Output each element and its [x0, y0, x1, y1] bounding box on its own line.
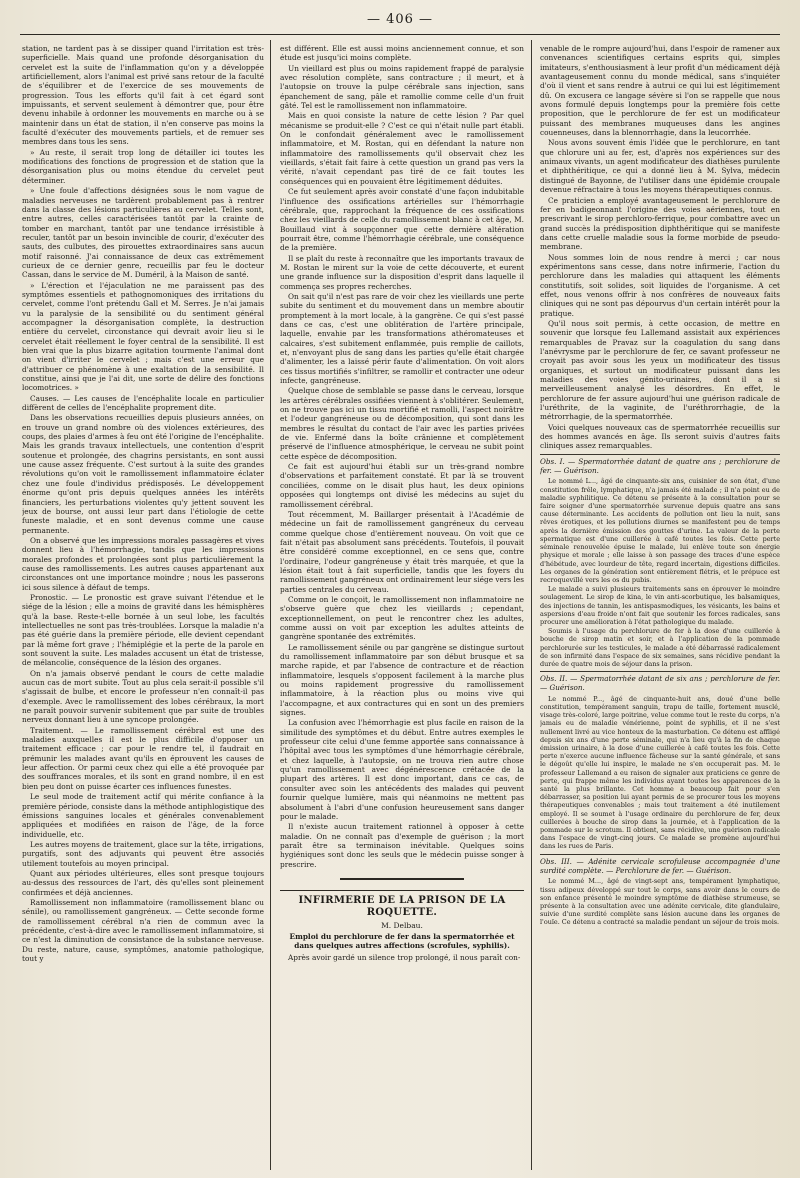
paragraph: On a observé que les impressions morales passagères et vives donnent lieu à l'hémorrhagie, tandis que les impressions morales profondes et prolongées sont plus particulièrement la cause des ramollissements. Les autres causes appartenant aux circonstances ont une importance moindre ; nous les passerons ici sous silence à défaut de temps.	[22, 535, 264, 592]
paragraph: La confusion avec l'hémorrhagie est plus facile en raison de la similitude des symptômes et du début. Entre autres exemples le professeur cite celui d'une femme apportée sans connaissance à l'hôpital avec tous les symptômes d'une hémorrhagie cérébrale, et chez laquelle, à l'autopsie, on ne trouva rien autre chose qu'un ramollissement avec dégénérescence crétacée de la plupart des artères. Il est donc important, dans ce cas, de consulter avec soin les antécédents des malades qui peuvent fournir quelque lumière, mais qui néanmoins ne mettent pas absolument à l'abri d'une confusion heureusement sans danger pour le malade.	[280, 718, 524, 821]
ornament-divider	[280, 874, 524, 884]
paragraph: Le nommé M..., âgé de vingt-sept ans, tempérament lymphatique, tissu adipeux développé sur tout le corps, sans avoir dans le cours de son enfance présenté le moindre symptôme de diathèse strumeuse, se présente à la consultation avec une adénite cervicale, dite glandulaire, suivie d'une surdité complète sans lésion aucune dans les organes de l'ouïe. Ce détenu a contracté sa maladie pendant un séjour de trois mois.	[540, 877, 780, 927]
paragraph: est différent. Elle est aussi moins anciennement connue, et son étude est jusqu'ici moins complète.	[280, 44, 524, 63]
paragraph: » L'érection et l'éjaculation ne me paraissent pas des symptômes essentiels et pathognomoniques des irritations du cervelet, comme l'ont prétendu Gall et M. Serres. Je n'ai jamais vu la paralysie de la sensibilité ou du sentiment général accompagner la désorganisation complète, la destruction entière du cervelet, circonstance qui devrait avoir lieu si le cervelet était réellement le foyer central de la sensibilité. Il est bien vrai que la plus bizarre agitation tourmente l'animal dont on vient d'irriter le cervelet ; mais c'est une erreur que d'attribuer ce phénomène à une exaltation de la sensibilité. Il constitue, ainsi que je l'ai dit, une sorte de délire des fonctions locomotrices. »	[22, 280, 264, 393]
paragraph: station, ne tardent pas à se dissiper quand l'irritation est très-superficielle. Mais quand une profonde désorganisation du cervelet est la suite de l'inflammation qu'on y a développée artificiellement, alors l'animal est privé sans retour de la faculté de s'équilibrer et de l'exercice de ses mouvements de progression. Tous les efforts qu'il fait à cet égard sont impuissants, et servent seulement à démontrer que, pour être devenu inhabile à ordonner les mouvements en marche ou à se maintenir dans un état de station, il n'en conserve pas moins la faculté d'exécuter des mouvements partiels, et de remuer ses membres dans tous les sens.	[22, 44, 264, 147]
paragraph: Après avoir gardé un silence trop prolongé, il nous paraît con-	[288, 953, 521, 963]
column-divider	[531, 40, 532, 1170]
paragraph: Quelque chose de semblable se passe dans le cerveau, lorsque les artères cérébrales ossifiées viennent à s'oblitérer. Seulement, on ne trouve pas ici un tissu mortifié et ramolli, l'aspect noirâtre et l'odeur gangréneuse ou de décomposition, qui sont dans les membres le résultat du contact de l'air avec les parties privées de vie. Enfermé dans la boîte crânienne et complètement préservé de l'influence atmosphérique, le cerveau ne subit point cette espèce de décomposition.	[280, 386, 524, 461]
paragraph: Ce fut seulement après avoir constaté d'une façon indubitable l'influence des ossifications artérielles sur l'hémorrhagie cérébrale, que, rapprochant la fréquence de ces ossifications chez les vieillards de celle du ramollissement blanc à cet âge, M. Bouillaud vint à soupçonner que cette dernière altération pourrait être, comme l'hémorrhagie cérébrale, une conséquence de la première.	[280, 187, 524, 253]
paragraph: Pronostic. — Le pronostic est grave suivant l'étendue et le siége de la lésion ; elle a moins de gravité dans les hémisphères qu'à la base. Reste-t-elle bornée à un seul lobe, les facultés intellectuelles ne sont pas très-troublées. Lorsque la maladie n'a pas été guérie dans la première période, elle devient cependant par là même fort grave ; l'hémiplégie et la perte de la parole en sont souvent la suite. Les malades accusent un état de tristesse, de mélancolie, conséquence de la lésion des organes.	[22, 592, 264, 668]
paragraph: Soumis à l'usage du perchlorure de fer à la dose d'une cuillerée à bouche de sirop matin et soir, et à l'application de la pommade perchlorurée sur les testicules, le malade a été débarrassé radicalement de son infirmité dans l'espace de six semaines, sans récidive pendant la durée de quatre mois de séjour dans la prison.	[540, 627, 780, 668]
observation-heading: Obs. III. — Adénite cervicale scrofuleuse accompagnée d'une surdité complète. — Perchlorure de fer. — Guérison.	[540, 854, 780, 876]
section-author: M. Delbau.	[381, 920, 423, 930]
paragraph: Ramollissement non inflammatoire (ramollissement blanc ou sénile), ou ramollissement gangréneux. — Cette seconde forme de ramollissement cérébral n'a rien de commun avec la précédente, c'est-à-dire avec le ramollissement inflammatoire, si ce n'est la diminution de consistance de la substance nerveuse. Du reste, nature, cause, symptômes, anatomie pathologique, tout y	[22, 897, 264, 963]
paragraph: Voici quelques nouveaux cas de spermatorrhée recueillis sur des hommes avancés en âge. Ils seront suivis d'autres faits cliniques assez remarquables.	[540, 422, 780, 451]
paragraph: Le nommé L..., âgé de cinquante-six ans, cuisinier de son état, d'une constitution frêle, lymphatique, n'a jamais été malade ; il n'a point eu de maladie syphilitique. Ce détenu se présente à la consultation pour se faire soigner d'une spermatorrhée survenue depuis quatre ans sans cause déterminante. Les accidents de pollution ont lieu la nuit, sans rêves érotiques, et les pollutions diurnes se manifestent peu de temps après la dernière émission des gouttes d'urine. La valeur de la perte spermatique est d'une cuillerée à café toutes les fois. Cette perte séminale renouvelée épuise le malade, lui enlève toute son énergie physique et morale ; elle laisse à son passage des traces d'une espèce d'hébétude, avec lourdeur de tête, regard incertain, digestions difficiles. Les organes de la génération sont entièrement flétris, et le prépuce est recroquevillé vers les os du pubis.	[540, 477, 780, 584]
paragraph: Nous avons souvent émis l'idée que le perchlorure, en tant que chlorure uni au fer, est, d'après nos expériences sur des animaux vivants, un agent modificateur des diathèses purulente et diphthéritique, ce qui a donné lieu à M. Sylva, médecin distingué de Bayonne, de l'utiliser dans une épidémie croupale devenue réfractaire à tous les moyens thérapeutiques connus.	[540, 138, 780, 195]
paragraph: venable de le rompre aujourd'hui, dans l'espoir de ramener aux convenances scientifiques certains esprits qui, simples imitateurs, s'enthousiasment à leur profit d'un médicament déjà avantageusement connu du monde médical, sans s'inquiéter d'où il vient et sans rendre à autrui ce qui lui est légitimement dû. On excusera ce langage sévère si l'on se rappelle que nous avons formulé depuis longtemps pour la première fois cette proposition, que le perchlorure de fer est un modificateur puissant des membranes muqueuses dans les angines couenneuses, dans la blennorrhagie, dans la leucorrhée.	[540, 44, 780, 138]
paragraph: On n'a jamais observé pendant le cours de cette maladie aucun cas de mort subite. Tout au plus cela serait-il possible s'il s'agissait de bulbe, et encore le professeur n'en connaît-il pas d'exemple. Avec le ramollissement des lobes cérébraux, la mort ne paraît pouvoir survenir subitement que par suite de troubles nerveux donnant lieu à une syncope prolongée.	[22, 668, 264, 725]
paragraph: Nous sommes loin de nous rendre à merci ; car nous expérimentons sans cesse, dans notre infirmerie, l'action du perchlorure dans les maladies qui attaquent les éléments constitutifs, soit solides, soit liquides de l'organisme. A cet effet, nous venons offrir à nos confrères de nouveaux faits cliniques qui ne sont pas dépourvus d'un certain intérêt pour la pratique.	[540, 252, 780, 318]
paragraph: On sait qu'il n'est pas rare de voir chez les vieillards une perte subite du sentiment et du mouvement dans un membre aboutir promptement à la mort locale, à la gangrène. Ce qui s'est passé dans ce cas, c'est une oblitération de l'artère principale, laquelle, envahie par les transformations athéromateuses et calcaires, s'est subitement enflammée, puis remplie de caillots, et, n'envoyant plus de sang dans les parties qu'elle était chargée d'alimenter, les a laissé périr faute d'alimentation. On voit alors ces tissus mortifiés s'infiltrer, se ramollir et contracter une odeur infecte, gangréneuse.	[280, 291, 524, 386]
paragraph: Ce fait est aujourd'hui établi sur un très-grand nombre d'observations et parfaitement constaté. Et par là se trouvent conciliées, comme on le disait plus haut, les deux opinions opposées qui longtemps ont divisé les médecins au sujet du ramollissement cérébral.	[280, 462, 524, 509]
paragraph: Causes. — Les causes de l'encéphalite locale en particulier diffèrent de celles de l'encéphalite proprement dite.	[22, 393, 264, 413]
observation-heading: Obs. II. — Spermatorrhée datant de six ans ; perchlorure de fer. — Guérison.	[540, 671, 780, 693]
paragraph: Le malade a suivi plusieurs traitements sans en éprouver le moindre soulagement. Le sirop de kina, le vin anti-scorbutique, les balsamiques, des injections de tannin, les antispasmodiques, les vésicants, les bains et aspersions d'eau froide n'ont fait que soutenir les forces radicales, sans procurer une amélioration à l'état pathologique du malade.	[540, 585, 780, 626]
paragraph: Dans les observations recueillies depuis plusieurs années, on en trouve un grand nombre où des violences extérieures, des coups, des plaies d'armes à feu ont été l'origine de l'encéphalite. Mais les grands travaux intellectuels, une contention d'esprit soutenue et prolongée, des chagrins persistants, en sont aussi une cause assez fréquente. C'est surtout à la suite des grandes révolutions qu'on voit le ramollissement inflammatoire éclater chez une foule d'individus prédisposés. Le développement énorme qu'ont pris depuis quelques années les intérêts financiers, les perturbations violentes qu'y jettent souvent les jeux de bourse, ont aussi leur part dans l'étiologie de cette funeste maladie, et en sont devenus comme une cause permanente.	[22, 413, 264, 535]
paragraph: Un vieillard est plus ou moins rapidement frappé de paralysie avec résolution complète, sans contracture ; il meurt, et à l'autopsie on trouve la pulpe cérébrale sans injection, sans épanchement de sang, pâle et ramollie comme celle d'un fruit gâté. Tel est le ramollissement non inflammatoire.	[280, 63, 524, 111]
text-column-middle	[280, 44, 524, 1170]
page-header	[20, 8, 780, 35]
paragraph: Le nommé P..., âgé de cinquante-huit ans, doué d'une belle constitution, tempérament sanguin, trapu de taille, fortement musclé, visage très-coloré, large poitrine, velue comme tout le reste du corps, n'a jamais eu de maladie vénérienne, point de syphilis, et il ne s'est nullement livré au vice honteux de la masturbation. Ce détenu est affligé depuis six ans d'une perte séminale, qui n'a lieu qu'à la fin de chaque émission urinaire, à la dose d'une cuillerée à café toutes les fois. Cette perte n'exerce aucune influence fâcheuse sur la santé générale, et sans le dégoût qu'elle lui inspire, le malade ne s'en occuperait pas. M. le professeur Lallemand a eu raison de signaler aux praticiens ce genre de perte, qui frappe même les individus ayant toutes les apparences de la santé la plus brillante. Cet homme a beaucoup fait pour s'en débarrasser, sa position lui ayant permis de se procurer tous les moyens thérapeutiques convenables ; mais tout traitement a été inutilement employé. Il se soumet à l'usage ordinaire du perchlorure de fer, deux cuillerées à bouche de sirop dans la journée, et à l'application de la pommade sur le scrotum. Il obtient, sans récidive, une guérison radicale dans l'espace de vingt-cinq jours. Ce malade se promène aujourd'hui dans les rues de Paris.	[540, 694, 780, 851]
section-title: INFIRMERIE DE LA PRISON DE LA ROQUETTE.	[280, 890, 524, 919]
observation-heading: Obs. I. — Spermatorrhée datant de quatre ans ; perchlorure de fer. — Guérison.	[540, 454, 780, 476]
text-column-right	[540, 44, 780, 1170]
paragraph: » Une foule d'affections désignées sous le nom vague de maladies nerveuses ne tardèrent probablement pas à rentrer dans la classe des lésions particulières au cervelet. Telles sont, entre autres, celles caractérisées tantôt par la crainte de tomber en marchant, tantôt par une tendance irrésistible à reculer, tantôt par un besoin invincible de courir, d'exécuter des sauts, des culbutes, des pirouettes extraordinaires sans aucun motif raisonné. J'ai connaissance de deux cas extrêmement curieux de ce dernier genre, recueillis par feu le docteur Cassan, dans le service de M. Duméril, à la Maison de santé.	[22, 186, 264, 280]
column-divider	[270, 40, 271, 1170]
paragraph: Ce praticien a employé avantageusement le perchlorure de fer en badigeonnant l'origine des voies aériennes, tout en prescrivant le sirop perchloro-ferrique, pour combattre avec un grand succès la prédisposition diphthéritique qui se manifeste dans cette cruelle maladie sous la forme morbide de pseudo-membrane.	[540, 195, 780, 252]
text-column-left	[22, 44, 264, 1170]
paragraph: Il se plaît du reste à reconnaître que les importants travaux de M. Rostan le mirent sur la voie de cette découverte, et eurent une grande influence sur la disposition d'esprit dans laquelle il commença ses propres recherches.	[280, 253, 524, 291]
section-subtitle: Emploi du perchlorure de fer dans la spermatorrhée et dans quelques autres affections (scrofules, syphilis).	[289, 932, 515, 951]
paragraph: Mais en quoi consiste la nature de cette lésion ? Par quel mécanisme se produit-elle ? C'est ce qui n'était nulle part établi. On le confondait généralement avec le ramollissement inflammatoire, et M. Rostan, qui en défendant la nature non inflammatoire des ramollissements qu'il observait chez les vieillards, s'était fait faire à cette question un grand pas vers la vérité, n'avait cependant pas tiré de ce fait toutes les conséquences qui en pouvaient être légitimement déduites.	[280, 111, 524, 186]
page-number: — 406 —	[366, 12, 434, 27]
paragraph: Il n'existe aucun traitement rationnel à opposer à cette maladie. On ne connaît pas d'exemple de guérison ; la mort paraît être sa terminaison inévitable. Quelques soins hygiéniques sont donc les seuls que le médecin puisse songer à prescrire.	[280, 822, 524, 869]
paragraph: Traitement. — Le ramollissement cérébral est une des maladies auxquelles il est le plus difficile d'opposer un traitement efficace ; car pour le rendre tel, il faudrait en prémunir les malades avant qu'ils en éprouvent les causes de leur affection. Or parmi ceux chez qui elle a été provoquée par des souffrances morales, et ils sont en grand nombre, il en est bien peu dont on puisse écarter ces influences funestes.	[22, 725, 264, 791]
paragraph: Les autres moyens de traitement, glace sur la tête, irrigations, purgatifs, sont des adjuvants qui peuvent être associés utilement toutefois au moyen principal.	[22, 839, 264, 868]
paragraph: Tout récemment, M. Baillarger présentait à l'Académie de médecine un fait de ramollissement gangréneux du cerveau comme quelque chose d'entièrement nouveau. On voit que ce fait n'était pas absolument sans précédents. Toutefois, il pouvait être considéré comme exceptionnel, en ce sens que, contre l'ordinaire, l'odeur gangréneuse y était très marquée, et que la lésion était tout à fait superficielle, tandis que les foyers du ramollissement gangréneux ont ordinairement leur siége vers les parties centrales du cerveau.	[280, 509, 524, 594]
paragraph: » Au reste, il serait trop long de détailler ici toutes les modifications des fonctions de progression et de station que la désorganisation plus ou moins étendue du cervelet peut déterminer.	[22, 147, 264, 185]
paragraph: Le ramollissement sénile ou par gangrène se distingue surtout du ramollissement inflammatoire par son début brusque et sa marche rapide, et par l'absence de contracture et de réaction inflammatoire, lesquels s'opposent facilement à la marche plus ou moins rapidement progressive du ramollissement inflammatoire, à la réaction plus ou moins vive qui l'accompagne, et aux contractures qui en sont un des premiers signes.	[280, 642, 524, 718]
paragraph: Le seul mode de traitement actif qui mérite confiance à la première période, consiste dans la méthode antiphlogistique des émissions sanguines locales et générales convenablement appliquées et modifiées en raison de l'âge, de la force individuelle, etc.	[22, 792, 264, 839]
paragraph: Quant aux périodes ultérieures, elles sont presque toujours au-dessus des ressources de l'art, dès qu'elles sont pleinement confirmées et déjà anciennes.	[22, 868, 264, 897]
paragraph: Qu'il nous soit permis, à cette occasion, de mettre en souvenir que lorsque feu Lallemand assistait aux expériences remarquables de Pravaz sur la coagulation du sang dans l'anévrysme par le perchlorure de fer, ce savant professeur ne croyait pas avoir sous les yeux un modificateur des tissus organiques, et surtout un modificateur puissant dans les maladies des voies génito-urinaires, dont il a si merveilleusement analysé les désordres. En effet, le perchlorure de fer assure aujourd'hui une guérison radicale de l'uréthrite, de la vaginite, de l'uréthrorrhagie, de la métrorrhagie, de la spermatorrhée.	[540, 318, 780, 422]
paragraph: Comme on le conçoit, le ramollissement non inflammatoire ne s'observe guère que chez les vieillards ; cependant, exceptionnellement, on peut le rencontrer chez les adultes, comme aussi on voit par exception les adultes atteints de gangrène spontanée des extrémités.	[280, 594, 524, 642]
